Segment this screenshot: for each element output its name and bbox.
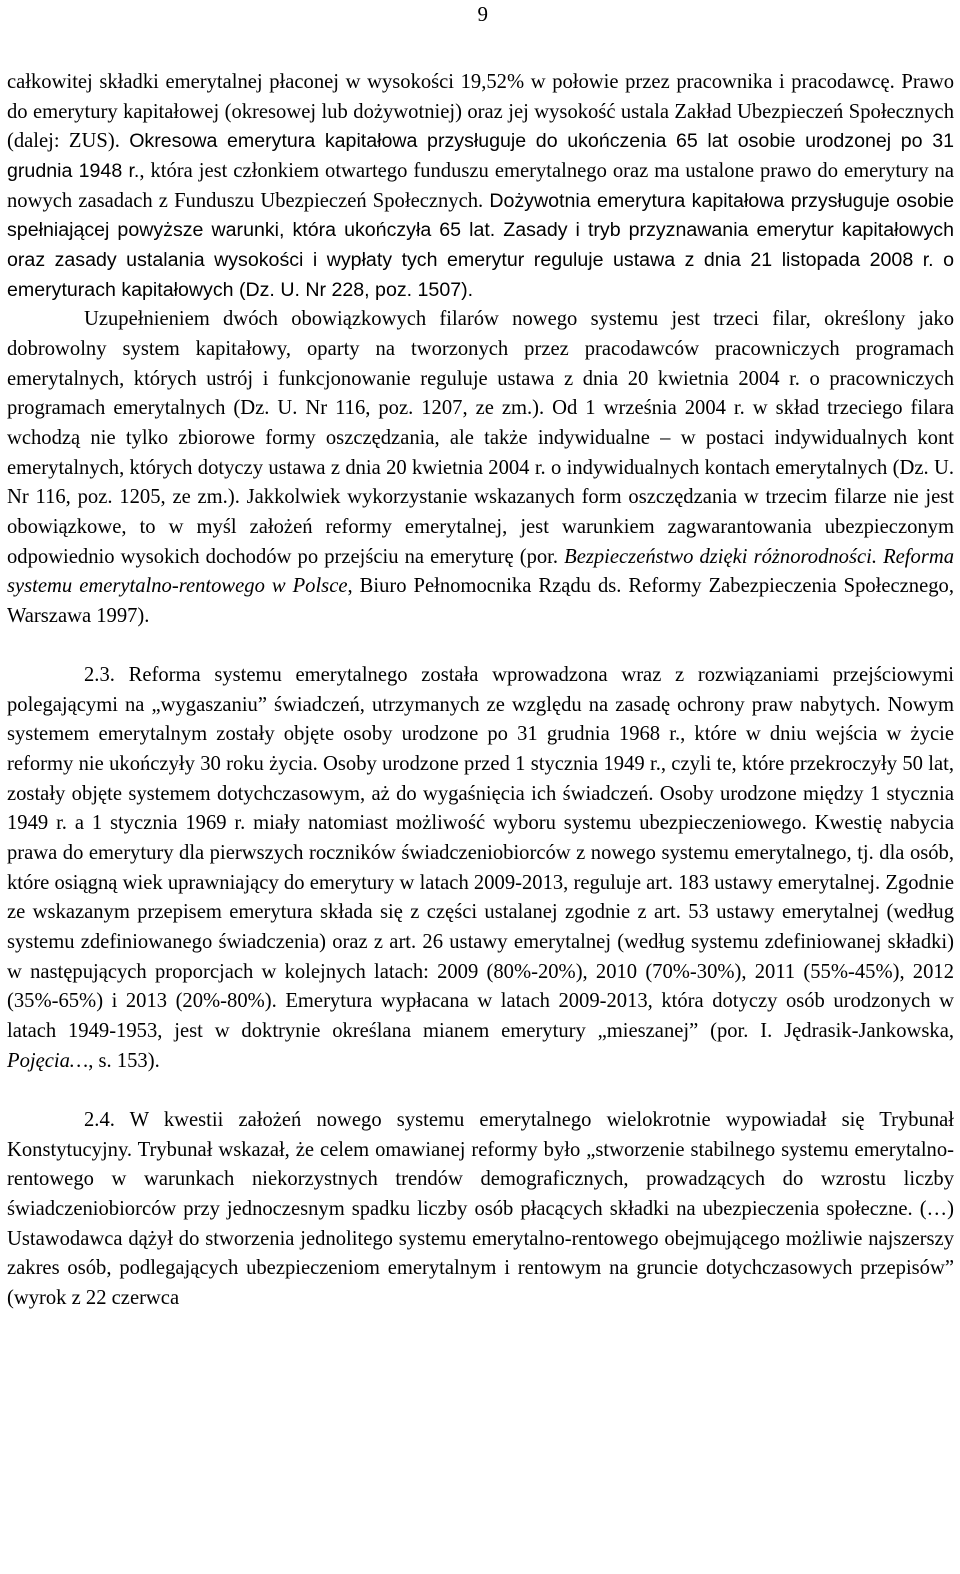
paragraph-1 <box>7 68 954 305</box>
paragraph-1-text-c: , która jest członkiem otwartego funduszu emerytalnego oraz ma ustalone prawo do emerytury na nowych zasadach z Funduszu Ubezpieczeń Społecznych. <box>7 159 954 212</box>
page-number: 9 <box>477 2 488 26</box>
paragraph-3-text-a: 2.3. Reforma systemu emerytalnego została wprowadzona wraz z rozwiązaniami przejściowymi polegającymi na „wygaszaniu” świadczeń, utrzymanych ze względu na zasadę ochrony praw nabytych. Nowym systemem emerytalnym zostały objęte osoby urodzone po 31 grudnia 1968 r., które w dniu wejścia w życie reformy nie ukończyły 30 roku życia. Osoby urodzone przed 1 stycznia 1949 r., czyli te, które przekroczyły 50 lat, zostały objęte systemem dotychczasowym, aż do wygaśnięcia ich świadczeń. Osoby urodzone między 1 stycznia 1949 r. a 1 stycznia 1969 r. miały natomiast możliwość wyboru systemu ubezpieczeniowego. Kwestię nabycia prawa do emerytury dla pierwszych roczników świadczeniobiorców z nowego systemu emerytalnego, tj. dla osób, które osiągną wiek uprawniający do emerytury w latach 2009-2013, reguluje art. 183 ustawy emerytalnej. Zgodnie ze wskazanym przepisem emerytura składa się z części ustalanej zgodnie z art. 53 ustawy emerytalnej (według systemu zdefiniowanego świadczenia) oraz z art. 26 ustawy emerytalnej (według systemu zdefiniowanej składki) w następujących proporcjach w kolejnych latach: 2009 (80%-20%), 2010 (70%-30%), 2011 (55%-45%), 2012 (35%-65%) i 2013 (20%-80%). Emerytura wypłacana w latach 2009-2013, która dotyczy osób urodzonych w latach 1949-1953, jest w doktrynie określana mianem emerytury „mieszanej” (por. I. Jędrasik-Jankowska, <box>7 664 954 1042</box>
paragraph-1-text-d: Dożywotnia emerytura kapitałowa przysługuje osobie spełniającej powyższe warunki, która ukończyła 65 lat. Zasady i tryb przyznawania emerytur kapitałowych oraz zasady ustalania wysokości i wypłaty tych emerytur reguluje ustawa z dnia 21 listopada 2008 r. o emeryturach kapitałowych (Dz. U. Nr 228, poz. 1507). <box>7 189 954 301</box>
paragraph-2-3 <box>7 661 954 1076</box>
paragraph-2-text-a: Uzupełnieniem dwóch obowiązkowych filarów nowego systemu jest trzeci filar, określony jako dobrowolny system kapitałowy, oparty na tworzonych przez pracodawców pracowniczych programach emerytalnych, których ustrój i funkcjonowanie reguluje ustawa z dnia 20 kwietnia 2004 r. o pracowniczych programach emerytalnych (Dz. U. Nr 116, poz. 1207, ze zm.). Od 1 września 2004 r. w skład trzeciego filara wchodzą nie tylko zbiorowe formy oszczędzania, ale także indywidualne – w postaci indywidualnych kont emerytalnych, których dotyczy ustawa z dnia 20 kwietnia 2004 r. o indywidualnych kontach emerytalnych (Dz. U. Nr 116, poz. 1205, ze zm.). Jakkolwiek wykorzystanie wskazanych form oszczędzania w trzecim filarze nie jest obowiązkowe, to w myśl założeń reformy emerytalnej, jest warunkiem zagwarantowania ubezpieczonym odpowiednio wysokich dochodów po przejściu na emeryturę (por. <box>7 308 954 568</box>
paragraph-4-text: 2.4. W kwestii założeń nowego systemu emerytalnego wielokrotnie wypowiadał się Trybunał Konstytucyjny. Trybunał wskazał, że celem omawianej reformy było „stworzenie stabilnego systemu emerytalno-rentowego w warunkach niekorzystnych trendów demograficznych, prowadzących do wzrostu liczby świadczeniobiorców przy jednoczesnym spadku liczby osób płacących składki na ubezpieczenia społeczne. (…) Ustawodawca dążył do stworzenia jednolitego systemu emerytalno-rentowego obejmującego możliwie najszerszy zakres osób, podlegających ubezpieczeniom emerytalnym i rentowym na gruncie dotychczasowych przepisów” (wyrok z 22 czerwca <box>7 1108 954 1309</box>
paragraph-3-text-b: , s. 153). <box>88 1049 160 1072</box>
paragraph-1-text-b: Okresowa emerytura kapitałowa przysługuje do ukończenia 65 lat osobie urodzonej po 31 grudnia 1948 r. <box>7 130 955 182</box>
paragraph-2-text-b: , Biuro Pełnomocnika Rządu ds. Reformy Zabezpieczenia Społecznego, Warszawa 1997). <box>7 575 954 627</box>
paragraph-2 <box>7 305 954 631</box>
document-body <box>7 68 954 1314</box>
paragraph-2-italic-title: Bezpieczeństwo dzięki różnorodności. Reforma systemu emerytalno-rentowego w Polsce <box>7 545 954 598</box>
paragraph-2-4 <box>7 1106 954 1314</box>
paragraph-1-text-a: całkowitej składki emerytalnej płaconej w wysokości 19,52% w połowie przez pracownika i pracodawcę. Prawo do emerytury kapitałowej (okresowej lub dożywotniej) oraz jej wysokość ustala Zakład Ubezpieczeń Społecznych (dalej: ZUS). <box>7 71 954 153</box>
paragraph-3-italic-ref: Pojęcia… <box>7 1049 89 1072</box>
